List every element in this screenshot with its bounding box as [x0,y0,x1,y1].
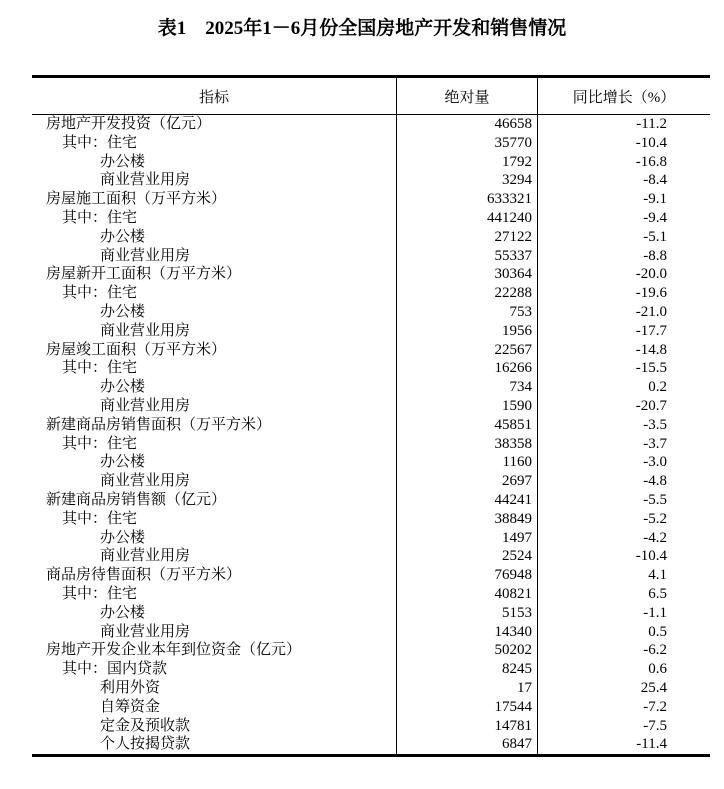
table-row [32,717,710,736]
absolute-value-cell: 2524 [397,547,538,566]
absolute-value-cell: 14340 [397,623,538,642]
absolute-value-cell: 35770 [397,134,538,153]
yoy-growth-cell: -7.2 [643,698,667,715]
yoy-growth-cell: -17.7 [635,322,667,339]
absolute-value-cell: 55337 [397,247,538,266]
table-row [32,416,710,435]
table-row [32,529,710,548]
yoy-growth-cell: -9.1 [643,191,667,208]
table-row [32,472,710,491]
yoy-growth-cell: -10.4 [635,548,667,565]
table-row [32,641,710,660]
yoy-growth-cell: -11.4 [636,736,667,753]
statistics-table [32,75,710,757]
absolute-value-cell: 16266 [397,359,538,378]
header-row [32,78,710,115]
page-title: 表1 2025年1－6月份全国房地产开发和销售情况 [157,18,567,39]
table-row [32,303,710,322]
yoy-growth-cell: 0.6 [648,661,667,678]
yoy-growth-cell: -5.5 [643,491,667,508]
indicator-cell: 新建商品房销售额（亿元） [32,491,397,510]
indicator-cell: 商业营业用房 [32,547,397,566]
indicator-cell: 其中：住宅 [32,209,397,228]
table-row [32,171,710,190]
column-header-indicator: 指标 [32,78,397,115]
table-row [32,359,710,378]
yoy-growth-cell: -9.4 [643,209,667,226]
indicator-cell: 办公楼 [32,378,397,397]
indicator-cell: 商业营业用房 [32,322,397,341]
table-row [32,247,710,266]
absolute-value-cell: 1956 [397,322,538,341]
absolute-value-cell: 22567 [397,341,538,360]
yoy-growth-cell: -5.1 [643,228,667,245]
absolute-value-cell: 5153 [397,604,538,623]
indicator-cell: 办公楼 [32,529,397,548]
indicator-cell: 房屋竣工面积（万平方米） [32,341,397,360]
indicator-cell: 房屋新开工面积（万平方米） [32,265,397,284]
yoy-growth-cell: -15.5 [635,360,667,377]
table-row [32,209,710,228]
indicator-cell: 商品房待售面积（万平方米） [32,566,397,585]
indicator-cell: 办公楼 [32,604,397,623]
yoy-growth-cell: -14.8 [635,341,667,358]
indicator-cell: 办公楼 [32,453,397,472]
indicator-cell: 商业营业用房 [32,472,397,491]
indicator-cell: 房地产开发投资（亿元） [32,115,397,134]
absolute-value-cell: 3294 [397,171,538,190]
table-row [32,115,710,134]
yoy-growth-cell: -6.2 [643,642,667,659]
table-row [32,134,710,153]
yoy-growth-cell: -8.8 [643,247,667,264]
indicator-cell: 办公楼 [32,303,397,322]
absolute-value-cell: 38849 [397,510,538,529]
indicator-cell: 商业营业用房 [32,247,397,266]
yoy-growth-cell: -3.7 [643,435,667,452]
indicator-cell: 新建商品房销售面积（万平方米） [32,416,397,435]
indicator-cell: 定金及预收款 [32,717,397,736]
absolute-value-cell: 1590 [397,397,538,416]
absolute-value-cell: 17 [397,679,538,698]
table-row [32,397,710,416]
yoy-growth-cell: -10.4 [635,134,667,151]
table-row [32,735,710,754]
absolute-value-cell: 753 [397,303,538,322]
table-row [32,265,710,284]
table-body [32,115,710,754]
indicator-cell: 个人按揭贷款 [32,735,397,754]
table-row [32,491,710,510]
indicator-cell: 商业营业用房 [32,171,397,190]
yoy-growth-cell: -20.0 [635,266,667,283]
absolute-value-cell: 633321 [397,190,538,209]
yoy-growth-cell: 6.5 [648,585,667,602]
table-row [32,228,710,247]
yoy-growth-cell: -7.5 [643,717,667,734]
absolute-value-cell: 1160 [397,453,538,472]
indicator-cell: 商业营业用房 [32,397,397,416]
indicator-cell: 其中：住宅 [32,435,397,454]
absolute-value-cell: 8245 [397,660,538,679]
indicator-cell: 其中：住宅 [32,284,397,303]
indicator-cell: 其中：住宅 [32,510,397,529]
yoy-growth-cell: -8.4 [643,172,667,189]
absolute-value-cell: 44241 [397,491,538,510]
table-row [32,660,710,679]
yoy-growth-cell: 0.5 [648,623,667,640]
absolute-value-cell: 22288 [397,284,538,303]
indicator-cell: 其中：住宅 [32,134,397,153]
indicator-cell: 其中：住宅 [32,585,397,604]
yoy-growth-cell: -4.2 [643,529,667,546]
table-row [32,190,710,209]
yoy-growth-cell: -19.6 [635,285,667,302]
indicator-cell: 办公楼 [32,153,397,172]
absolute-value-cell: 27122 [397,228,538,247]
yoy-growth-cell: -4.8 [643,473,667,490]
absolute-value-cell: 46658 [397,115,538,134]
yoy-growth-cell: -11.2 [636,116,667,132]
absolute-value-cell: 2697 [397,472,538,491]
table-row [32,566,710,585]
table-row [32,322,710,341]
table-row [32,679,710,698]
yoy-growth-cell: -1.1 [643,604,667,621]
column-header-yoy-growth: 同比增长（%） [538,78,710,115]
table-row [32,510,710,529]
absolute-value-cell: 1497 [397,529,538,548]
table-row [32,341,710,360]
indicator-cell: 房地产开发企业本年到位资金（亿元） [32,641,397,660]
indicator-cell: 其中：国内贷款 [32,660,397,679]
absolute-value-cell: 441240 [397,209,538,228]
absolute-value-cell: 76948 [397,566,538,585]
table-row [32,378,710,397]
indicator-cell: 利用外资 [32,679,397,698]
yoy-growth-cell: -20.7 [635,397,667,414]
table-row [32,153,710,172]
absolute-value-cell: 45851 [397,416,538,435]
table-row [32,585,710,604]
yoy-growth-cell: 0.2 [648,379,667,396]
indicator-cell: 其中：住宅 [32,359,397,378]
yoy-growth-cell: -3.5 [643,416,667,433]
yoy-growth-cell: -5.2 [643,510,667,527]
indicator-cell: 商业营业用房 [32,623,397,642]
table-row [32,453,710,472]
yoy-growth-cell: -3.0 [643,454,667,471]
table-row [32,623,710,642]
indicator-cell: 自筹资金 [32,698,397,717]
yoy-growth-cell: -21.0 [635,303,667,320]
absolute-value-cell: 17544 [397,698,538,717]
absolute-value-cell: 14781 [397,717,538,736]
indicator-cell: 办公楼 [32,228,397,247]
absolute-value-cell: 734 [397,378,538,397]
table-row [32,435,710,454]
table-row [32,698,710,717]
column-header-absolute-value: 绝对量 [397,78,538,115]
absolute-value-cell: 50202 [397,641,538,660]
yoy-growth-cell: 25.4 [640,679,667,696]
yoy-growth-cell: 4.1 [648,567,667,584]
absolute-value-cell: 1792 [397,153,538,172]
table-row [32,547,710,566]
absolute-value-cell: 6847 [397,735,538,754]
absolute-value-cell: 40821 [397,585,538,604]
absolute-value-cell: 30364 [397,265,538,284]
indicator-cell: 房屋施工面积（万平方米） [32,190,397,209]
absolute-value-cell: 38358 [397,435,538,454]
table-row [32,284,710,303]
table-row [32,604,710,623]
yoy-growth-cell: -16.8 [635,153,667,170]
